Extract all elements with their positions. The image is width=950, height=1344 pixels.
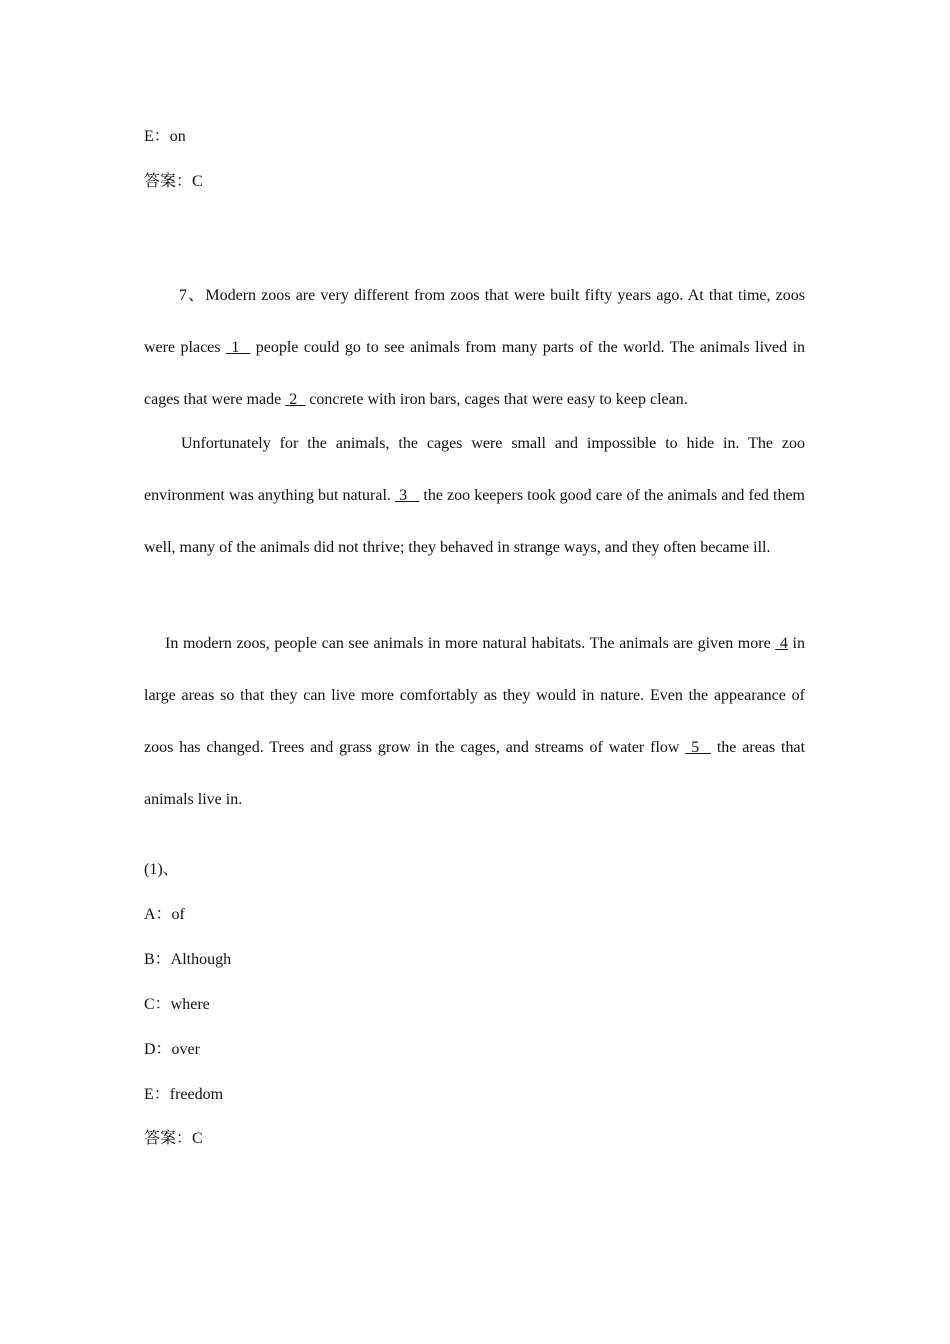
passage-text: Modern zoos are very different from zoos that were built fifty years ago. At that time, zoos were places bbox=[144, 287, 805, 356]
passage-text: people could go to see animals from many parts of the world. The animals lived in cages that were made bbox=[144, 339, 806, 408]
passage-text: In modern zoos, people can see animals in more natural habitats. The animals are given more bbox=[165, 635, 776, 652]
blank-3: 3 bbox=[395, 487, 420, 504]
blank-1: 1 bbox=[225, 339, 251, 356]
passage-paragraph-3 bbox=[144, 618, 805, 826]
option-a: A：of bbox=[144, 906, 185, 923]
prev-option-e: E：on bbox=[144, 128, 186, 145]
passage-text: Unfortunately for the animals, the cages were small and impossible to hide in. The zoo environment was anything but natural. bbox=[144, 435, 805, 504]
answer: 答案：C bbox=[144, 1130, 203, 1147]
option-c: C：where bbox=[144, 996, 210, 1013]
option-e: E：freedom bbox=[144, 1086, 224, 1103]
blank-5: 5 bbox=[685, 739, 711, 756]
passage-text: the zoo keepers took good care of the animals and fed them well, many of the animals did not thrive; they behaved in strange ways, and they often became ill. bbox=[144, 487, 805, 556]
prev-answer: 答案：C bbox=[144, 173, 203, 190]
passage-text: concrete with iron bars, cages that were easy to keep clean. bbox=[305, 391, 688, 408]
option-d: D：over bbox=[144, 1041, 200, 1058]
option-b: B：Although bbox=[144, 951, 232, 968]
sub-question-label: (1)、 bbox=[144, 861, 179, 878]
passage-paragraph-1 bbox=[144, 270, 805, 426]
passage-paragraph-2 bbox=[144, 418, 805, 574]
passage-text: the areas that animals live in. bbox=[144, 739, 806, 808]
passage-text: in large areas so that they can live more comfortably as they would in nature. Even the appearance of zoos has changed. Trees and grass grow in the cages, and streams of water flow bbox=[144, 635, 806, 756]
blank-2: 2 bbox=[285, 391, 306, 408]
blank-4: 4 bbox=[775, 635, 788, 652]
question-number: 7、 bbox=[179, 287, 206, 304]
